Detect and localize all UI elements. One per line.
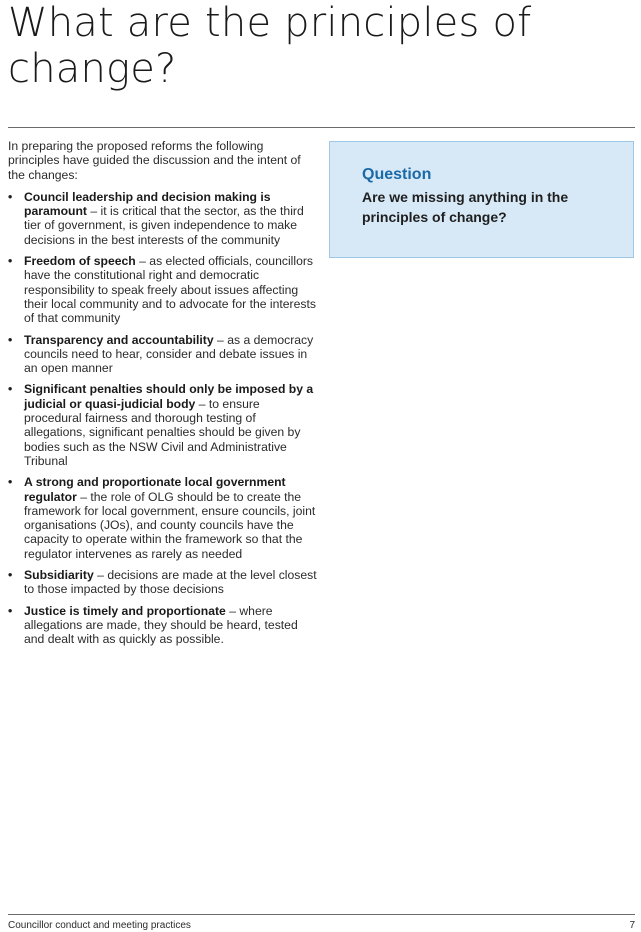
list-item — [8, 190, 318, 247]
list-item — [8, 333, 318, 376]
bullet-icon: • — [8, 332, 13, 347]
principle-term: Subsidiarity — [24, 568, 94, 583]
question-box — [329, 141, 634, 258]
bullet-icon: • — [8, 475, 13, 490]
question-text: Are we missing anything in the principles of change? — [362, 189, 569, 225]
footer-divider — [8, 914, 635, 915]
principle-description: – decisions are made at the level closest to those impacted by those decisions — [24, 568, 317, 597]
bullet-icon: • — [8, 603, 13, 618]
list-item — [8, 254, 318, 325]
bullet-icon: • — [8, 382, 13, 397]
list-item — [8, 382, 318, 468]
principle-term: Transparency and accountability — [24, 332, 214, 347]
page-number: 7 — [629, 920, 635, 931]
principle-term: Freedom of speech — [24, 254, 136, 269]
principle-term: Significant penalties should only be imposed by a judicial or quasi-judicial body — [24, 382, 314, 411]
principle-description: – as a democracy councils need to hear, consider and debate issues in an open manner — [24, 332, 314, 376]
question-title: Question — [362, 166, 432, 183]
header-divider — [8, 127, 635, 128]
bullet-icon: • — [8, 254, 13, 269]
bullet-icon: • — [8, 189, 13, 204]
footer-title: Councillor conduct and meeting practices — [8, 920, 191, 931]
principle-description: – where allegations are made, they should be heard, tested and dealt with as quickly as possible. — [24, 603, 298, 647]
page-title: What are the principles of change? — [8, 0, 532, 92]
intro-paragraph: In preparing the proposed reforms the following principles have guided the discussion and the intent of the changes: — [8, 139, 301, 182]
principle-term: Council leadership and decision making is paramount — [24, 189, 271, 219]
principle-description: – it is critical that the sector, as the third tier of government, is given independence to make decisions in the best interests of the community — [24, 204, 304, 247]
principle-description: – the role of OLG should be to create the framework for local government, ensure councils, joint organisations (JOs), and county councils have the capacity to operate within the framework so that the regulator intervenes as rarely as needed — [24, 489, 316, 561]
principle-term: A strong and proportionate local government regulator — [24, 475, 286, 504]
list-item — [8, 568, 318, 597]
principle-term: Justice is timely and proportionate — [24, 603, 226, 618]
principles-list — [8, 190, 318, 647]
principle-description: – as elected officials, councillors have the constitutional right and democratic responsibility to speak freely about issues affecting their local community and to advocate for the interests of that community — [24, 254, 316, 326]
list-item — [8, 475, 318, 561]
bullet-icon: • — [8, 568, 13, 583]
principle-description: – to ensure procedural fairness and thorough testing of allegations, significant penalties should be given by bodies such as the NSW Civil and Administrative Tribunal — [24, 396, 301, 468]
principles-column — [8, 139, 318, 654]
list-item — [8, 604, 318, 647]
